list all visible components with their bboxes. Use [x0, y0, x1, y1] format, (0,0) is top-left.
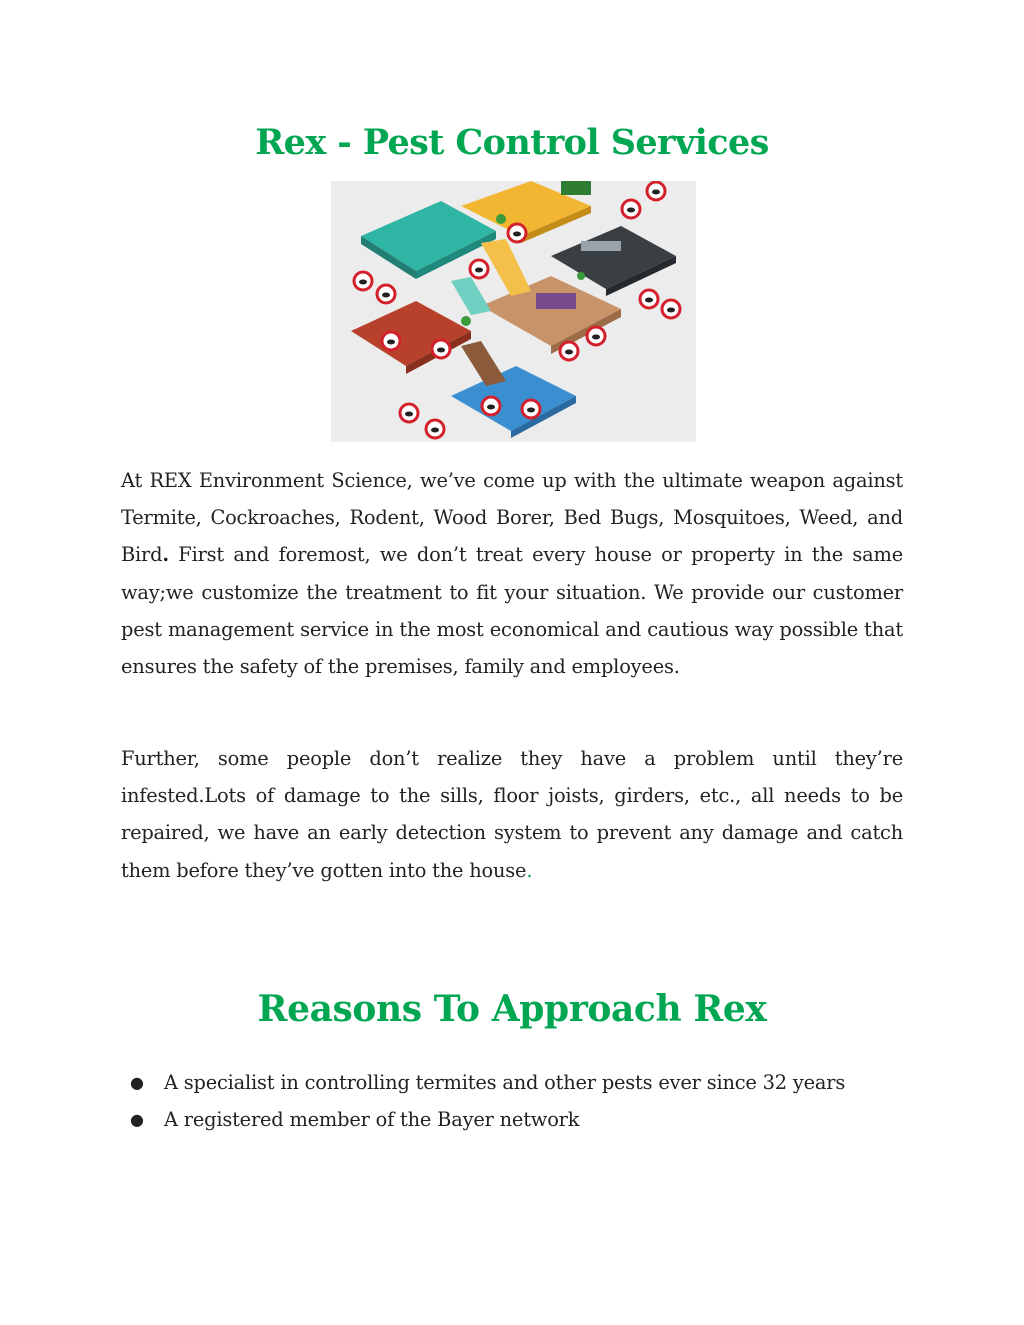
reason-text: A specialist in controlling termites and other pests ever since 32 years	[164, 1071, 846, 1094]
reasons-heading: Reasons To Approach Rex	[257, 988, 767, 1030]
bullet-icon: ●	[130, 1073, 144, 1092]
pest-infestation-illustration	[331, 181, 696, 442]
list-item	[121, 1064, 901, 1101]
floor-blue	[451, 366, 576, 431]
intro-rest: First and foremost, we don’t treat every house or property in the same way;we customize the treatment to fit your situation. We provide our customer pest management service in the most economical and cautious way possible that ensures the safety of the premises, family and employees.	[121, 543, 903, 679]
isometric-building-image	[331, 181, 696, 442]
list-item	[121, 1101, 901, 1138]
intro-paragraph	[121, 462, 903, 685]
page-title: Rex - Pest Control Services	[255, 122, 769, 163]
bullet-icon: ●	[130, 1110, 144, 1130]
floor-red	[351, 301, 471, 366]
floor-dark	[551, 226, 676, 289]
detection-paragraph	[121, 740, 903, 889]
reasons-list	[121, 1064, 901, 1138]
detection-text: Further, some people don’t realize they have a problem until they’re infested.Lots of damage to the sills, floor joists, girders, etc., all needs to be repaired, we have an early detection system to prevent any damage and catch them before they’ve gotten into the house	[121, 747, 903, 882]
detection-end-dot: .	[526, 858, 533, 882]
intro-bold-dot: .	[162, 543, 169, 567]
reason-text: A registered member of the Bayer network	[164, 1108, 580, 1132]
intro-text: At REX Environment Science, we’ve come up with the ultimate weapon against Termite, Cockroaches, Rodent, Wood Borer, Bed Bugs, Mosquitoes, Weed, and Bird	[121, 469, 903, 567]
